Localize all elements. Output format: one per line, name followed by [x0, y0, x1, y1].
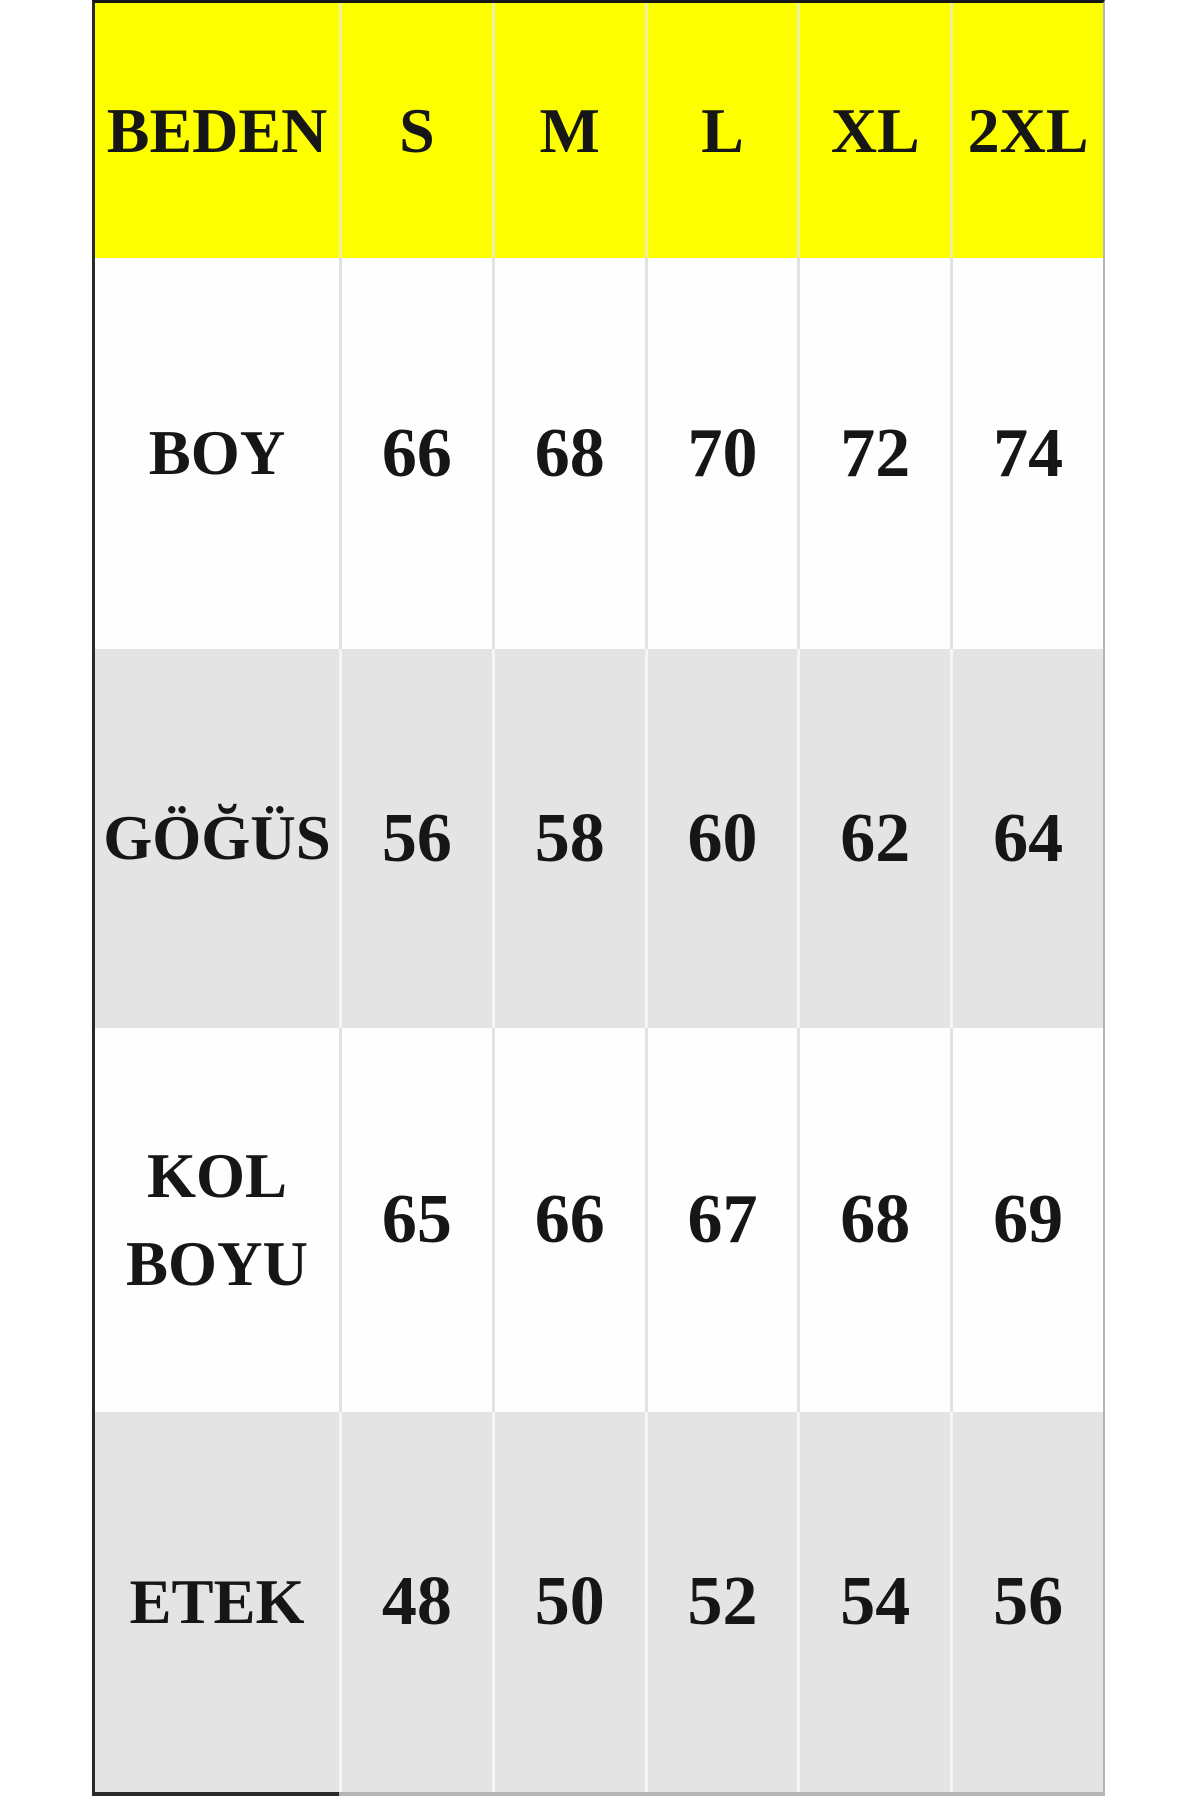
value-cell-etek-xl: 54: [797, 1412, 950, 1792]
header-cell-2xl: 2XL: [950, 3, 1103, 258]
bottom-border-dark-segment: [95, 1792, 339, 1796]
size-chart-table: [92, 0, 1105, 1796]
header-cell-xl: XL: [797, 3, 950, 258]
value-cell-gogus-m: 58: [492, 649, 645, 1028]
value-cell-gogus-xl: 62: [797, 649, 950, 1028]
bottom-border-light-segment: [339, 1792, 1103, 1796]
header-cell-s: S: [339, 3, 492, 258]
value-cell-etek-2xl: 56: [950, 1412, 1103, 1792]
header-cell-m: M: [492, 3, 645, 258]
value-cell-kol-boyu-s: 65: [339, 1028, 492, 1412]
row-label-boy: BOY: [95, 258, 339, 649]
value-cell-kol-boyu-xl: 68: [797, 1028, 950, 1412]
value-cell-etek-m: 50: [492, 1412, 645, 1792]
value-cell-boy-m: 68: [492, 258, 645, 649]
header-cell-l: L: [645, 3, 798, 258]
table-row-etek: [95, 1412, 1103, 1792]
value-cell-kol-boyu-2xl: 69: [950, 1028, 1103, 1412]
value-cell-kol-boyu-m: 66: [492, 1028, 645, 1412]
value-cell-boy-2xl: 74: [950, 258, 1103, 649]
table-row-boy: [95, 258, 1103, 649]
row-label-kol-boyu: KOL BOYU: [95, 1028, 339, 1412]
value-cell-gogus-2xl: 64: [950, 649, 1103, 1028]
row-label-gogus: GÖĞÜS: [95, 649, 339, 1028]
value-cell-etek-l: 52: [645, 1412, 798, 1792]
table-row-kol-boyu: [95, 1028, 1103, 1412]
value-cell-etek-s: 48: [339, 1412, 492, 1792]
value-cell-gogus-s: 56: [339, 649, 492, 1028]
value-cell-boy-xl: 72: [797, 258, 950, 649]
header-cell-beden: BEDEN: [95, 3, 339, 258]
row-label-etek: ETEK: [95, 1412, 339, 1792]
table-bottom-border: [95, 1792, 1103, 1796]
value-cell-gogus-l: 60: [645, 649, 798, 1028]
table-row-gogus: [95, 649, 1103, 1028]
value-cell-boy-s: 66: [339, 258, 492, 649]
value-cell-kol-boyu-l: 67: [645, 1028, 798, 1412]
header-row: [95, 3, 1103, 258]
value-cell-boy-l: 70: [645, 258, 798, 649]
